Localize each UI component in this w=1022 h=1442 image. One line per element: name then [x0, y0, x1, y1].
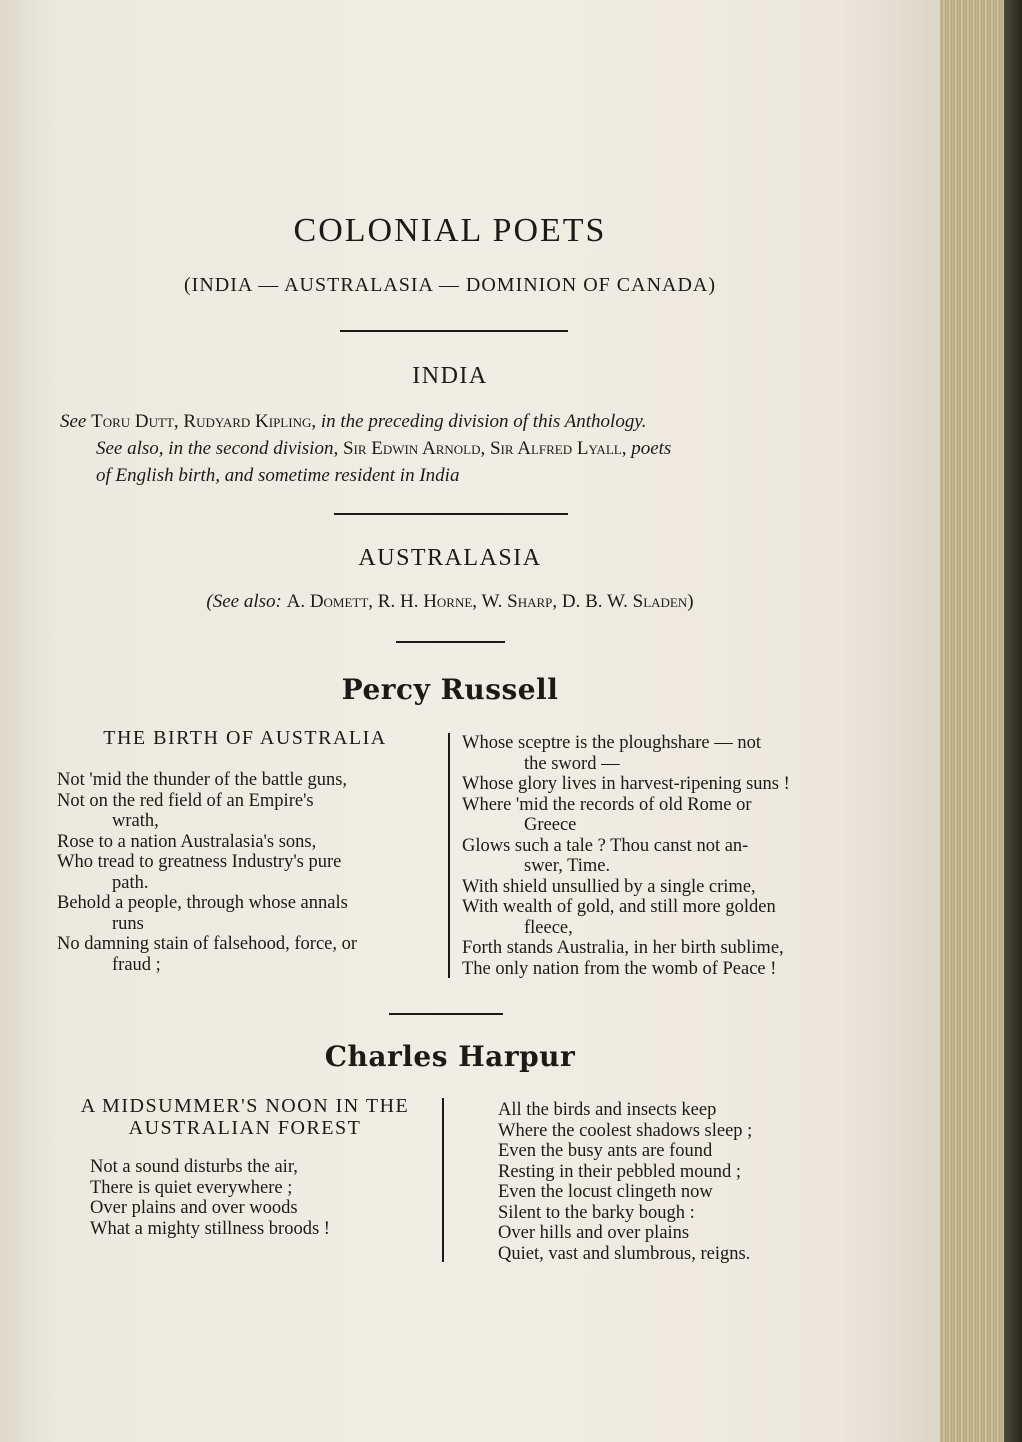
- poem-line: fraud ;: [112, 954, 161, 975]
- poem-line: Over hills and over plains: [498, 1223, 690, 1243]
- see-also-label: (See also:: [206, 591, 282, 612]
- poem-line: fleece,: [524, 917, 573, 938]
- poet-name-percy-russell: Percy Russell: [341, 673, 559, 706]
- poem-title-midsummers-noon: [50, 1095, 440, 1139]
- poem-title-line-2: AUSTRALIAN FOREST: [128, 1117, 362, 1139]
- page-subtitle: (INDIA — AUSTRALASIA — DOMINION OF CANADA): [184, 274, 716, 296]
- india-note: [60, 408, 860, 489]
- poem-line: There is quiet everywhere ;: [90, 1177, 293, 1198]
- divider-rule: [389, 1013, 503, 1015]
- poem-line: Silent to the barky bough :: [498, 1202, 695, 1223]
- column-divider: [442, 1098, 444, 1262]
- divider-rule: [334, 513, 568, 515]
- poem-line: All the birds and insects keep: [498, 1100, 717, 1120]
- india-note-1: in the preceding division of this Anthology.: [320, 411, 647, 432]
- poem2-left-column: [90, 1157, 440, 1239]
- poem-line: Not on the red field of an Empire's: [57, 790, 314, 811]
- poem2-right-column: [498, 1100, 848, 1264]
- see-label: See: [60, 411, 87, 432]
- book-cover-edge: [1004, 0, 1022, 1442]
- poem-title-line-1: A MIDSUMMER'S NOON IN THE: [80, 1095, 410, 1117]
- section-heading-australasia: AUSTRALASIA: [358, 545, 542, 571]
- poem1-left-column: [57, 770, 442, 975]
- poem1-right-column: [462, 733, 852, 979]
- see-also-label: See also, in the second division,: [96, 438, 339, 459]
- poem-line: Not 'mid the thunder of the battle guns,: [57, 770, 348, 790]
- poem-line: With shield unsullied by a single crime,: [462, 876, 756, 897]
- poem-line: Whose glory lives in harvest-ripening suns !: [462, 774, 790, 794]
- poem-line: Quiet, vast and slumbrous, reigns.: [498, 1243, 751, 1264]
- india-poets-2: Sir Edwin Arnold, Sir Alfred Lyall,: [342, 438, 627, 459]
- poem-line: Even the busy ants are found: [498, 1141, 713, 1161]
- poem-title-birth-of-australia: THE BIRTH OF AUSTRALIA: [103, 727, 387, 749]
- poem-line: the sword —: [524, 753, 620, 774]
- poem-line: wrath,: [112, 811, 159, 831]
- poem-line: Greece: [524, 815, 577, 835]
- poem-line: Behold a people, through whose annals: [57, 893, 348, 913]
- divider-rule: [396, 641, 505, 643]
- india-poets-1: Toru Dutt, Rudyard Kipling,: [91, 411, 317, 432]
- poem-line: Where the coolest shadows sleep ;: [498, 1120, 753, 1141]
- poem-line: Over plains and over woods: [90, 1198, 298, 1218]
- poet-name-charles-harpur: Charles Harpur: [324, 1040, 576, 1073]
- poem-line: Resting in their pebbled mound ;: [498, 1161, 742, 1182]
- poem-line: With wealth of gold, and still more golden: [462, 897, 776, 917]
- india-note-2: poets: [631, 438, 672, 459]
- poem-line: Forth stands Australia, in her birth sublime,: [462, 938, 784, 958]
- poem-line: Glows such a tale ? Thou canst not an-: [462, 835, 749, 856]
- poem-line: runs: [112, 913, 144, 934]
- poem-line: Whose sceptre is the ploughshare — not: [462, 733, 762, 753]
- poem-line: Not a sound disturbs the air,: [90, 1157, 298, 1177]
- poem-line: Where 'mid the records of old Rome or: [462, 794, 752, 815]
- poem-line: Who tread to greatness Industry's pure: [57, 852, 342, 872]
- column-divider: [448, 733, 450, 978]
- section-heading-india: INDIA: [412, 363, 488, 389]
- poem-line: No damning stain of falsehood, force, or: [57, 934, 358, 954]
- poem-line: swer, Time.: [524, 856, 611, 876]
- india-note-3: of English birth, and sometime resident in India: [96, 465, 460, 486]
- australasia-see-also: [0, 591, 900, 613]
- divider-rule: [340, 330, 568, 332]
- page-title: COLONIAL POETS: [293, 212, 607, 249]
- australasia-names: A. Domett, R. H. Horne, W. Sharp, D. B. W. Sladen): [286, 591, 694, 612]
- poem-line: Even the locust clingeth now: [498, 1182, 713, 1202]
- poem-line: Rose to a nation Australasia's sons,: [57, 831, 317, 852]
- poem-line: The only nation from the womb of Peace !: [462, 958, 777, 979]
- poem-line: What a mighty stillness broods !: [90, 1218, 330, 1239]
- poem-line: path.: [112, 872, 149, 893]
